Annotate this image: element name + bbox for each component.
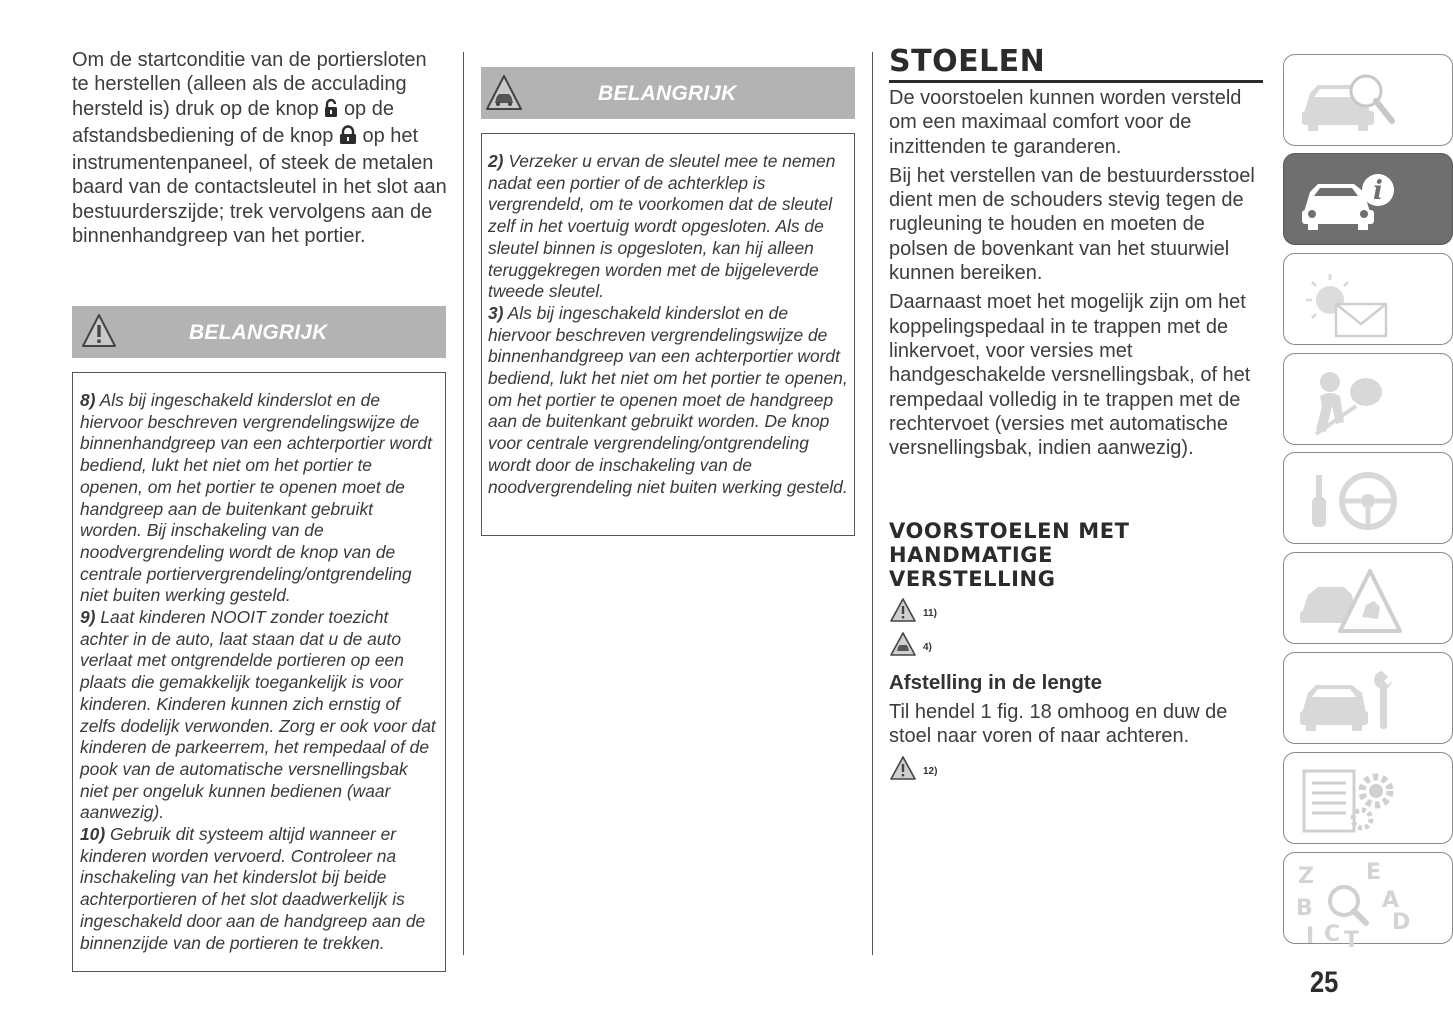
note-9 (80, 607, 439, 824)
note-8 (80, 390, 439, 607)
important-banner-left (72, 306, 446, 358)
airbag-icon (1296, 362, 1406, 440)
intro-part2: op de afstandsbediening of de knop (72, 97, 394, 147)
page-number: 25 (1310, 966, 1339, 999)
index-letter: B (1296, 896, 1313, 921)
svg-text:i: i (1373, 176, 1383, 206)
note-10-text: Gebruik dit systeem altijd wanneer er kinderen worden vervoerd. Controleer na inschakeling van het kinderslot bij beide achterportieren of het slot daadwerkelijk is ingeschakeld door aan de handgreep aan de binnenzijde van de portieren te trekken. (80, 824, 426, 953)
intro-paragraph (72, 48, 448, 248)
car-warning-icon (1296, 561, 1406, 639)
subsection-2-paragraph: Til hendel 1 fig. 18 omhoog en duw de stoel naar voren of naar achteren. (889, 701, 1228, 748)
lights-message-icon (1296, 262, 1406, 340)
note-10-number: 10) (80, 824, 106, 845)
note-9-number: 9) (80, 607, 96, 628)
subheading-block (889, 519, 1209, 591)
right-body (889, 86, 1261, 460)
column-divider-2 (872, 52, 873, 955)
index-letter: E (1366, 860, 1382, 885)
note-3-number: 3) (488, 302, 504, 323)
index-letter: C (1324, 922, 1341, 947)
tab-alphabetical-index[interactable] (1283, 852, 1453, 953)
warning-reference-12 (889, 755, 937, 786)
note-8-text: Als bij ingeschakeld kinderslot en de hiervoor beschreven vergrendelingswijze de binnenhandgreep van een achterportier wordt bediend, lukt het niet om het portier te openen, om het portier te openen moet de handgreep aan de buitenkant gebruikt worden. Bij inschakeling van de noodvergrendeling wordt de knop van de centrale portiervergrendeling/ontgrendeling niet buiten werking gesteld. (80, 390, 432, 606)
paragraph-2: Bij het verstellen van de bestuurdersstoel dient men de schouders stevig tegen de rugleuning te houden en moeten de polsen de bovenkant van het stuurwiel kunnen bereiken. (889, 164, 1255, 285)
alphabetical-index-icon (1296, 860, 1411, 953)
reference-number: 11) (923, 608, 937, 619)
important-notes-box-left (72, 372, 446, 972)
tab-vehicle-info[interactable] (1283, 153, 1453, 245)
unlock-icon (324, 99, 338, 124)
note-3-text: Als bij ingeschakeld kinderslot en de hiervoor beschreven vergrendelingswijze de binnenhandgreep van een achterportier wordt bediend, lukt het niet om het portier te openen, om het portier te openen moet de handgreep aan de buitenkant gebruikt worden. De knop voor centrale vergrendeling/ontgrendeling wordt door de inschakeling van de noodvergrendeling niet buiten werking gesteld. (488, 302, 848, 497)
warning-reference-11 (889, 597, 937, 628)
column-divider-1 (463, 52, 464, 955)
left-column (72, 48, 448, 248)
warning-reference-4 (889, 631, 932, 662)
tab-lights-messages[interactable] (1283, 253, 1453, 345)
note-3 (488, 303, 849, 498)
warning-triangle-icon (889, 597, 917, 628)
index-letter: I (1306, 924, 1315, 949)
note-2-text: Verzeker u ervan de sleutel mee te nemen nadat een portier of de achterklep is vergrendeld, om te voorkomen dat de sleutel zelf in het voertuig wordt opgesloten. Als de sleutel binnen is opgesloten, kan hij alleen teruggekregen worden met de bijgeleverde tweede sleutel. (488, 151, 836, 302)
intro-part3: op het instrumentenpaneel, of steek de metalen baard van de contactsleutel in het slot aan bestuurderszijde; trek vervolgens aan de binnenhandgreep van het portier. (72, 124, 447, 248)
car-warning-triangle-icon (484, 73, 524, 118)
section-title-block (889, 44, 1263, 83)
paragraph-3: Daarnaast moet het mogelijk zijn om het koppelingspedaal in te trappen met de linkervoet, voor versies met handgeschakelde versnellingsbak, of het rempedaal volledig in te trappen met de rechtervoet (versies met automatische versnellingsbak, indien aanwezig). (889, 291, 1251, 460)
note-9-text: Laat kinderen NOOIT zonder toezicht achter in de auto, laat staan dat u de auto verlaat met ontgrendelde portieren op een plaats die gemakkelijk toegankelijk is voor kinderen. Kinderen kunnen zich ernstig of zelfs dodelijk verwonden. Zorg er ook voor dat kinderen de parkeerrem, het rempedaal of de pook van de automatische versnellingsbak niet per ongeluk kunnen bedienen (waar aanwezig). (80, 607, 436, 823)
tab-dashboard-overview[interactable] (1283, 54, 1453, 146)
car-wrench-icon (1296, 661, 1406, 739)
subsection-2-heading: Afstelling in de lengte (889, 671, 1102, 694)
tab-maintenance[interactable] (1283, 652, 1453, 744)
lock-icon (339, 126, 357, 151)
tab-safety[interactable] (1283, 353, 1453, 445)
specs-gear-icon (1296, 761, 1406, 839)
note-2 (488, 151, 849, 303)
warning-triangle-icon (80, 312, 118, 355)
index-letter: D (1392, 910, 1411, 935)
important-notes-box-middle (481, 133, 855, 536)
note-8-number: 8) (80, 390, 96, 410)
important-banner-middle (481, 67, 855, 119)
reference-number: 12) (923, 766, 938, 777)
subsection-heading: VOORSTOELEN MET HANDMATIGE VERSTELLING (889, 519, 1130, 591)
section-title: STOELEN (889, 44, 1046, 79)
subsection-2 (889, 671, 1261, 749)
index-letter: T (1344, 928, 1360, 953)
tab-starting-driving[interactable] (1283, 452, 1453, 544)
intro-part1: Om de startconditie van de portiersloten te herstellen (alleen als de acculading hersteld is) druk op de knop (72, 49, 427, 120)
car-magnifier-icon (1296, 63, 1406, 141)
important-banner-label: BELANGRIJK (598, 82, 737, 105)
index-letter: Z (1298, 864, 1314, 889)
note-2-number: 2) (488, 151, 504, 171)
paragraph-1: De voorstoelen kunnen worden versteld om een maximaal comfort voor de inzittenden te garanderen. (889, 87, 1242, 158)
reference-number: 4) (923, 642, 932, 653)
title-underline (889, 80, 1263, 83)
warning-triangle-icon (889, 755, 917, 786)
car-warning-triangle-icon (889, 631, 917, 662)
important-banner-label: BELANGRIJK (189, 321, 328, 344)
tab-technical-data[interactable] (1283, 752, 1453, 844)
note-10 (80, 824, 439, 954)
car-info-icon (1296, 162, 1406, 240)
key-steering-wheel-icon (1296, 461, 1406, 539)
tab-emergency[interactable] (1283, 552, 1453, 644)
index-letter: A (1382, 888, 1400, 913)
